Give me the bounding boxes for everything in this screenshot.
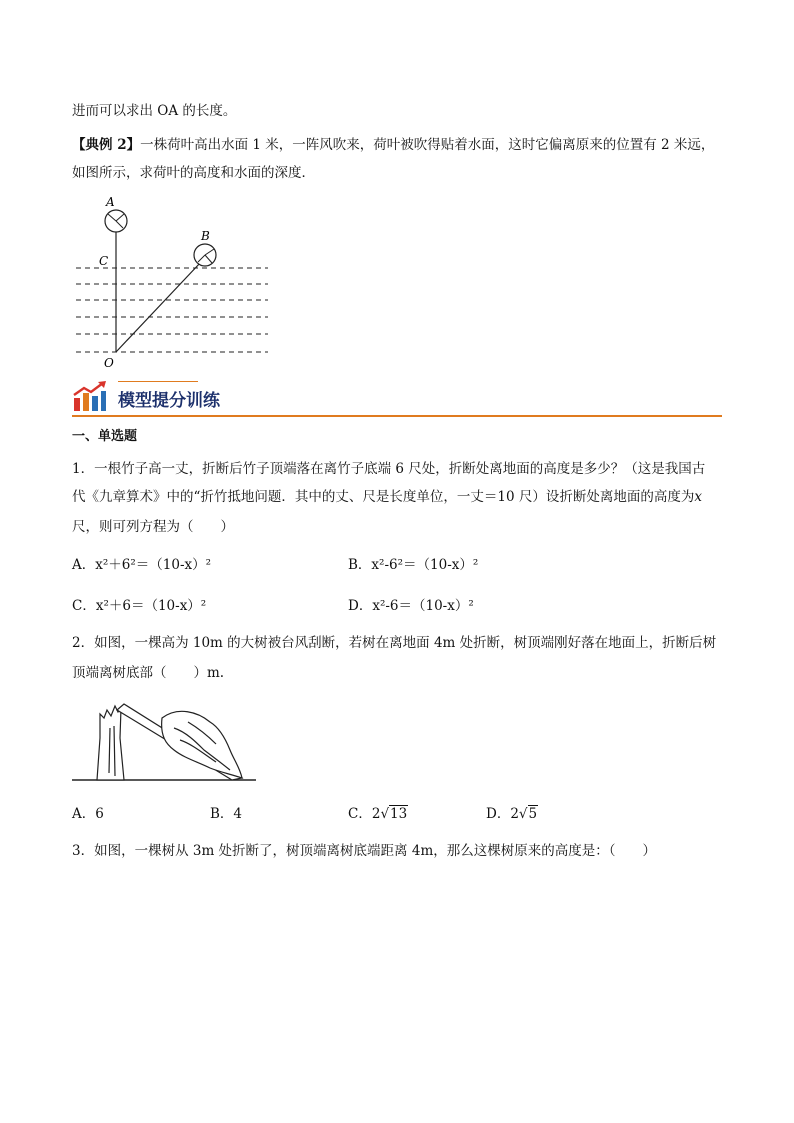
broken-tree-diagram <box>70 698 260 786</box>
label-o: O <box>104 356 114 370</box>
q1-option-b-text: x²-6²＝（10-x）² <box>371 557 479 573</box>
q2-option-a-text: 6 <box>95 806 104 822</box>
section-subtitle: 一、单选题 <box>72 429 138 444</box>
q1-option-c-text: x²＋6＝（10-x）² <box>95 598 207 614</box>
q2-option-c-radicand: 13 <box>390 806 408 822</box>
section-title: 模型提分训练 <box>118 391 220 411</box>
header-accent-line <box>118 381 198 382</box>
tree-trunk <box>97 706 124 780</box>
label-c: C <box>99 254 109 268</box>
q1-option-d[interactable]: D．x²-6＝（10-x）² <box>348 598 474 614</box>
lotus-leaf-b <box>194 244 216 266</box>
example2-text2: 如图所示，求荷叶的高度和水面的深度． <box>72 165 315 181</box>
header-divider <box>72 415 722 417</box>
q2-option-b[interactable]: B．4 <box>210 806 243 822</box>
q2-option-c[interactable]: C．2√13 <box>348 806 408 822</box>
stem-ob <box>116 262 201 352</box>
q1-line2 <box>72 486 722 508</box>
q1-option-b[interactable]: B．x²-6²＝（10-x）² <box>348 557 479 573</box>
q2-option-d-coef: 2 <box>510 806 519 822</box>
q3-line1: 3．如图，一棵树从 3m 处折断了，树顶端离树底端距离 4m，那么这棵树原来的高度是：（ ） <box>72 843 656 859</box>
example2-line1 <box>72 134 722 156</box>
chart-up-icon <box>72 380 108 412</box>
q2-line1: 2．如图，一棵高为 10m 的大树被台风刮断，若树在离地面 4m 处折断，树顶端刚好落在地面上，折断后树 <box>72 635 717 651</box>
label-b: B <box>201 229 210 243</box>
example2-text1: 一株荷叶高出水面 1 米，一阵风吹来，荷叶被吹得贴着水面，这时它偏离原来的位置有 2 米远， <box>140 137 715 153</box>
sqrt-symbol: √13 <box>380 806 408 822</box>
q1-option-a-text: x²＋6²＝（10-x）² <box>95 557 212 573</box>
lotus-leaf-a <box>105 210 127 232</box>
lotus-diagram <box>60 192 280 372</box>
q1-line3: 尺，则可列方程为（ ） <box>72 519 234 535</box>
q1-option-c[interactable]: C．x²＋6＝（10-x）² <box>72 598 207 614</box>
label-a: A <box>106 195 115 209</box>
q1-line2-var: x <box>694 489 702 505</box>
q1-line2-text: 代《九章算术》中的“折竹抵地问题．其中的丈、尺是长度单位，一丈＝10 尺）设折断处离地面的高度为 <box>72 489 695 505</box>
q2-option-d-radicand: 5 <box>528 806 538 822</box>
example2-tag: 【典例 2】 <box>72 137 141 153</box>
sqrt-symbol: √5 <box>518 806 538 822</box>
q2-line2: 顶端离树底部（ ）m. <box>72 665 225 681</box>
q1-option-a[interactable]: A．x²＋6²＝（10-x）² <box>72 557 212 573</box>
q2-option-c-coef: 2 <box>371 806 381 822</box>
q1-line1: 1．一根竹子高一丈，折断后竹子顶端落在离竹子底端 6 尺处，折断处离地面的高度是多少？（这是我国古 <box>72 461 706 477</box>
q1-option-d-text: x²-6＝（10-x）² <box>372 598 474 614</box>
fallen-treetop <box>117 704 242 780</box>
water-lines <box>76 268 268 352</box>
q2-option-a[interactable]: A．6 <box>72 806 104 822</box>
q2-option-b-text: 4 <box>233 806 243 822</box>
intro-line: 进而可以求出 OA 的长度。 <box>72 103 237 119</box>
q2-option-d[interactable]: D．2√5 <box>486 806 538 822</box>
